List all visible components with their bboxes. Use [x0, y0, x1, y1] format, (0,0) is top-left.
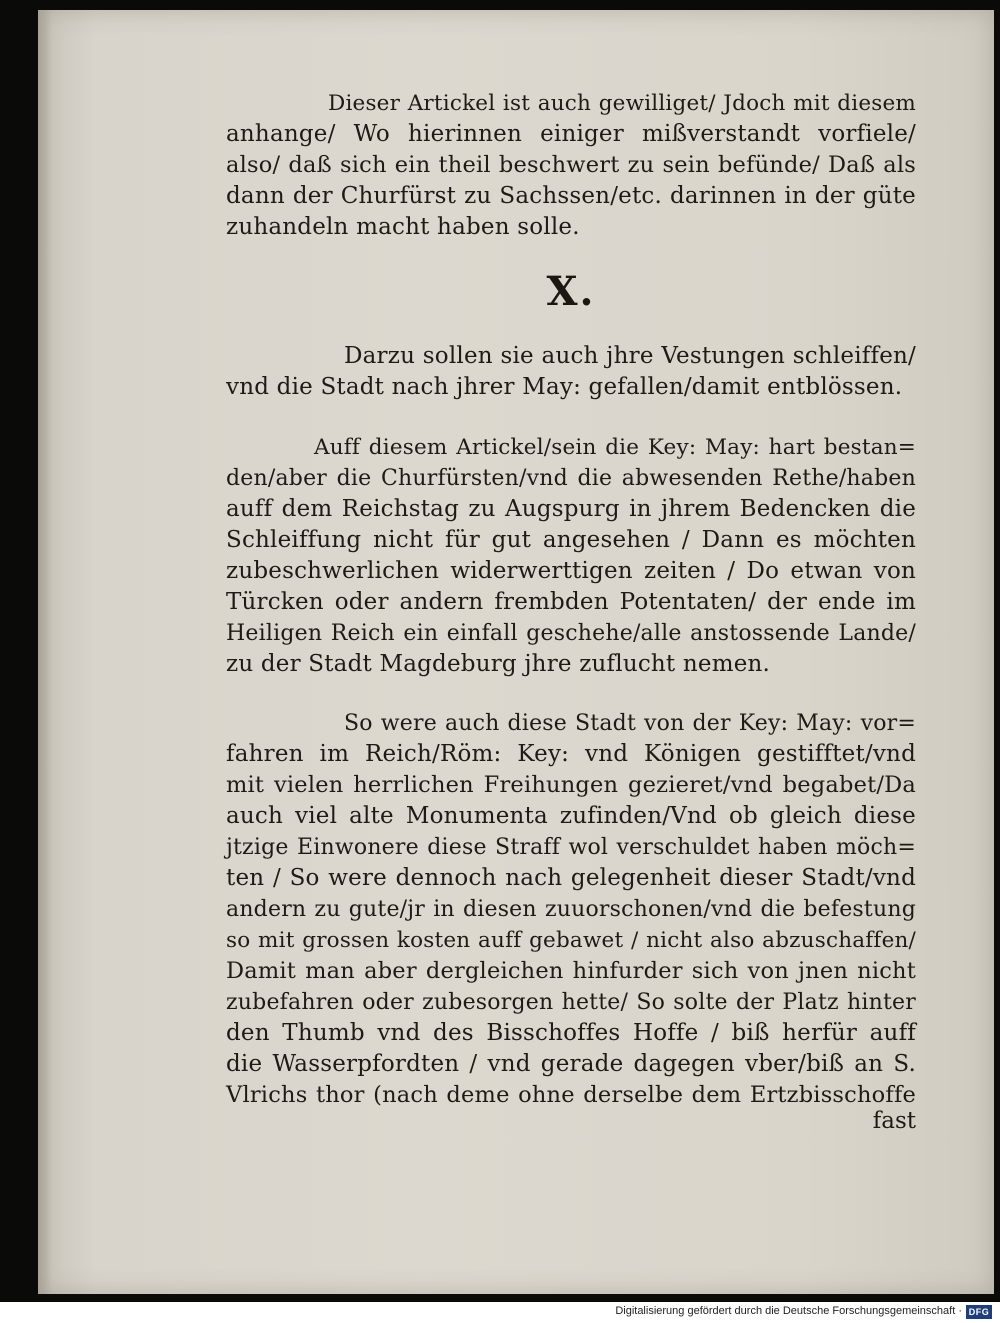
section-heading: X.: [546, 268, 596, 315]
text-line: Darzu sollen sie auch jhre Vestungen schleiffen/: [344, 343, 916, 369]
text-line: zu der Stadt Magdeburg jhre zuflucht nemen.: [226, 651, 771, 677]
text-line: also/ daß sich ein theil beschwert zu sein befünde/ Daß als: [226, 152, 916, 178]
text-line: zubeschwerlichen widerwerttigen zeiten / Do etwan von: [226, 558, 916, 584]
text-line: vnd die Stadt nach jhrer May: gefallen/damit entblössen.: [226, 374, 903, 400]
text-line: anhange/ Wo hierinnen einiger mißverstandt vorfiele/: [226, 121, 916, 147]
paragraph-2: [226, 341, 916, 403]
text-line: Dieser Artickel ist auch gewilliget/ Jdoch mit diesem: [328, 91, 916, 116]
paragraph-1: [226, 88, 916, 243]
text-line: So were auch diese Stadt von der Key: May: vor=: [344, 711, 916, 736]
text-line: fahren im Reich/Röm: Key: vnd Königen gestifftet/vnd: [226, 741, 916, 767]
text-line: Auff diesem Artickel/sein die Key: May: hart bestan=: [314, 435, 916, 460]
text-line: den/aber die Churfürsten/vnd die abwesenden Rethe/haben: [226, 466, 916, 491]
text-line: mit vielen herrlichen Freihungen gezieret/vnd begabet/Da: [226, 772, 916, 798]
text-line: Damit man aber dergleichen hinfurder sich von jnen nicht: [226, 958, 916, 984]
text-line: Heiligen Reich ein einfall geschehe/alle anstossende Lande/: [226, 621, 916, 646]
footer-bar: [0, 1302, 1000, 1323]
funding-credit: Digitalisierung gefördert durch die Deutsche Forschungsgemeinschaft ·: [615, 1305, 962, 1317]
text-line: so mit grossen kosten auff gebawet / nicht also abzuschaffen/: [226, 928, 916, 953]
paragraph-3: [226, 432, 916, 680]
text-line: Schleiffung nicht für gut angesehen / Dann es möchten: [226, 527, 916, 553]
text-line: andern zu gute/jr in diesen zuuorschonen/vnd die befestung: [226, 897, 916, 922]
text-line: die Wasserpfordten / vnd gerade dagegen vber/biß an S.: [226, 1051, 916, 1077]
text-line: dann der Churfürst zu Sachssen/etc. darinnen in der güte: [226, 183, 916, 209]
catchword: fast: [872, 1108, 916, 1134]
text-line: zubefahren oder zubesorgen hette/ So solte der Platz hinter: [226, 990, 916, 1015]
text-line: Vlrichs thor (nach deme ohne derselbe dem Ertzbisschoffe: [226, 1082, 916, 1108]
text-line: ten / So were dennoch nach gelegenheit dieser Stadt/vnd: [226, 865, 916, 891]
paragraph-4: [226, 708, 916, 1111]
text-line: jtzige Einwonere diese Straff wol verschuldet haben möch=: [226, 835, 916, 860]
text-line: den Thumb vnd des Bisschoffes Hoffe / biß herfür auff: [226, 1020, 916, 1046]
text-line: Türcken oder andern frembden Potentaten/ der ende im: [226, 589, 916, 615]
text-line: auch viel alte Monumenta zufinden/Vnd ob gleich diese: [226, 803, 916, 829]
text-line: zuhandeln macht haben solle.: [226, 214, 580, 240]
text-line: auff dem Reichstag zu Augspurg in jhrem Bedencken die: [226, 496, 916, 522]
dfg-logo[interactable]: DFG: [966, 1305, 992, 1319]
